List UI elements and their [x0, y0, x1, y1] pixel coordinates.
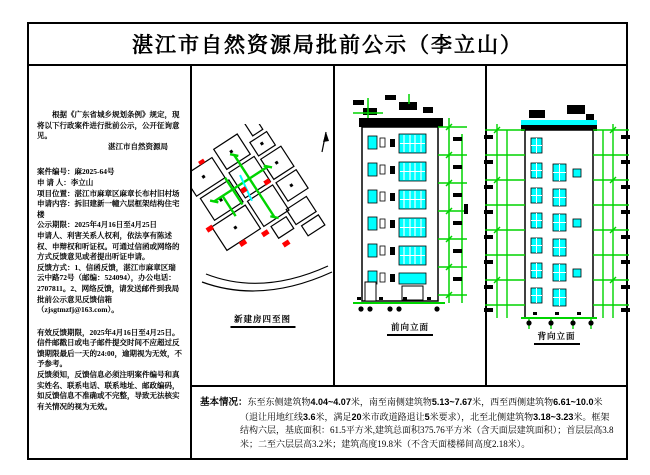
site-plan-caption: 新建房四至图	[230, 313, 295, 328]
project-location: 项目位置：湛江市麻章区麻章长布村旧村场	[37, 188, 180, 198]
case-fields	[37, 167, 182, 315]
back-elevation-caption: 背向立面	[533, 330, 579, 345]
notice-frame	[27, 22, 628, 460]
left-panel	[29, 66, 192, 458]
back-elevation-panel	[487, 66, 626, 385]
feedback-methods: 反馈方式：1、信函反馈，湛江市麻章区瑞云中路72号（邮编：524094），办公电话：2707811。2、网络反馈，请发送邮件到我局批前公示意见反馈信箱（zjsgtmzfj@163.com）。	[37, 262, 180, 315]
agency-signature: 湛江市自然资源局	[108, 141, 168, 151]
basic-info-paragraph	[200, 396, 618, 451]
application-content: 申请内容：拆旧建新一幢六层框架结构住宅楼	[37, 199, 180, 219]
applicant: 申 请 人：李立山	[37, 177, 94, 187]
validity-block	[37, 328, 182, 413]
site-plan-drawing	[192, 124, 335, 324]
front-elevation-drawing	[349, 92, 471, 332]
front-elevation-panel	[335, 66, 487, 385]
back-elevation-drawing	[483, 96, 631, 348]
intro-text: 根据《广东省城乡规划条例》规定，现将以下行政案件进行批前公示，公开征询意见。	[37, 110, 180, 141]
basic-info-text: 东至东侧建筑物4.04~4.07米，南至南侧建筑物5.13~7.67米，西至西侧建筑物6.61~10.0米（退让用地红线3.6米，满足20米市政道路退让5米要求），北至北侧建筑物3.18~3.23米。框架结构六层，基底面积：61.5平方米,建筑总面积375.76平方米（含天面层建筑面积）；首层层高3.8米；二至六层层高3.2米；建筑高度19.8米（不含天面楼梯间高度2.18米）。	[240, 397, 614, 449]
site-plan-panel	[192, 66, 335, 385]
page-title: 湛江市自然资源局批前公示（李立山）	[29, 24, 626, 66]
north-arrow-icon	[322, 132, 329, 152]
publicity-period: 公示期限：2025年4月16日至4月25日	[37, 220, 157, 230]
feedback-notice: 反馈须知，反馈信息必须注明案件编号和真实姓名、联系电话、联系地址、邮政编码，如反馈信息不准确或不完整，导致无法核实有关情况的视为无效。	[37, 370, 180, 411]
basic-info-section	[192, 385, 626, 458]
case-number: 案件编号：麻2025-64号	[37, 167, 115, 177]
valid-period: 有效反馈期限，2025年4月16日至4月25日。信件邮戳日或电子邮件提交时间不应超过反馈期限最后一天的24:00，逾期视为无效，不予参考。	[37, 327, 182, 369]
rights-statement: 申请人、利害关系人权利，依法享有陈述权、申辩权和听证权。可通过信函或网络的方式反馈意见或者提出听证申请。	[37, 230, 180, 262]
front-elevation-caption: 前向立面	[387, 321, 433, 336]
basic-info-label: 基本情况：	[200, 398, 248, 408]
